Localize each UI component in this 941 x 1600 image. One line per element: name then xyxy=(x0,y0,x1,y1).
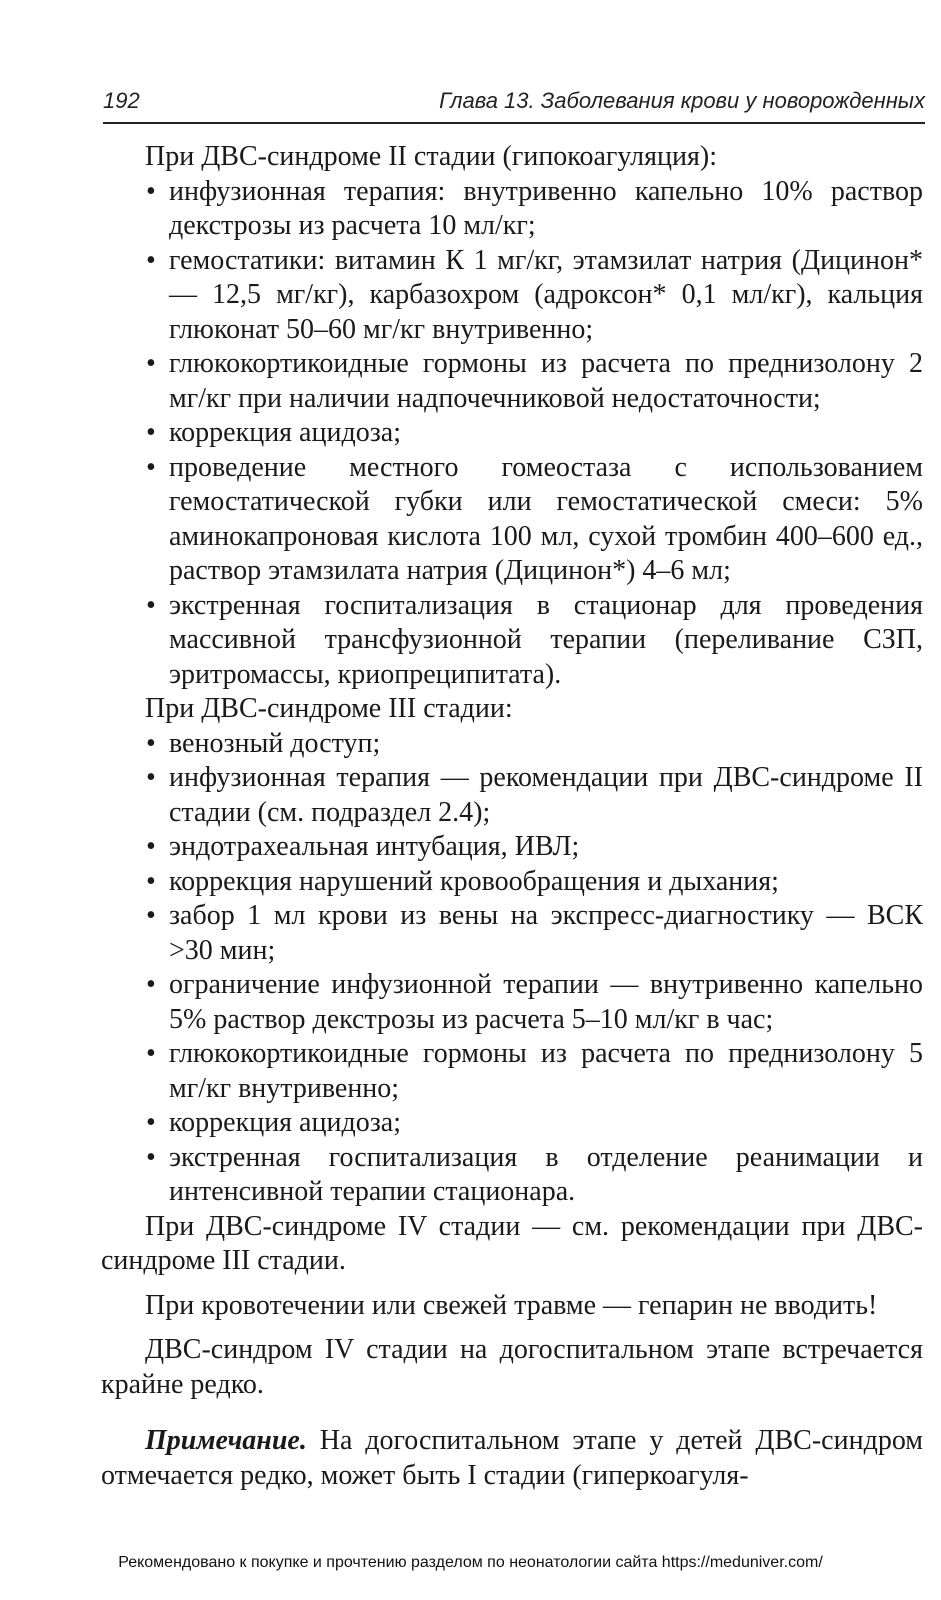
stage3-intro: При ДВС-синдроме III стадии: xyxy=(145,693,513,724)
list-item: • экстренная госпитализация в отделение реанимации и интенсивной терапии стационара. xyxy=(101,1141,923,1210)
list-item: • глюкокортикоидные гормоны из расчета по преднизолону 2 мг/кг при наличии надпочечниковой недостаточности; xyxy=(101,347,923,416)
list-item: • коррекция ацидоза; xyxy=(101,1106,923,1141)
paragraph-stage4: При ДВС-синдроме IV стадии — см. рекомендации при ДВС-синдроме III стадии. xyxy=(101,1210,923,1276)
paragraph-rare: ДВС-синдром IV стадии на догоспитальном этапе встречается крайне редко. xyxy=(101,1334,923,1400)
list-item: • инфузионная терапия: внутривенно капельно 10% раствор декстрозы из расчета 10 мл/кг; xyxy=(101,175,923,244)
list-item: • инфузионная терапия — рекомендации при ДВС-синдроме II стадии (см. подраздел 2.4); xyxy=(101,761,923,830)
list-item: • забор 1 мл крови из вены на экспресс-диагностику — ВСК >30 мин; xyxy=(101,899,923,968)
list-item: • экстренная госпитализация в стационар для проведения массивной трансфузионной терапии (переливание СЗП, эритромассы, криопреципитата). xyxy=(101,589,923,693)
stage2-intro: При ДВС-синдроме II стадии (гипокоагуляция): xyxy=(145,141,717,172)
footer-note: Рекомендовано к покупке и прочтению разделом по неонатологии сайта https://meduniver.com/ xyxy=(118,1554,823,1571)
note-paragraph xyxy=(101,1424,923,1493)
list-item: • коррекция нарушений кровообращения и дыхания; xyxy=(101,865,923,900)
stage3-list xyxy=(101,727,923,1210)
list-item: • ограничение инфузионной терапии — внутривенно капельно 5% раствор декстрозы из расчета 5–10 мл/кг в час; xyxy=(101,968,923,1037)
list-item: • глюкокортикоидные гормоны из расчета по преднизолону 5 мг/кг внутривенно; xyxy=(101,1037,923,1106)
note-label: Примечание. xyxy=(145,1425,307,1456)
list-item: • эндотрахеальная интубация, ИВЛ; xyxy=(101,830,923,865)
page-body xyxy=(101,140,923,1493)
note-text: На догоспитальном этапе у детей ДВС-синдром отмечается редко, может быть I стадии (гиперкоагуля- xyxy=(101,1425,923,1491)
list-item: • гемостатики: витамин К 1 мг/кг, этамзилат натрия (Дицинон* — 12,5 мг/кг), карбазохром (адроксон* 0,1 мл/кг), кальция глюконат 50–60 мг/кг внутривенно; xyxy=(101,244,923,348)
list-item: • проведение местного гомеостаза с использованием гемостатической губки или гемостатической смеси: 5% аминокапроновая кислота 100 мл, сухой тромбин 400–600 ед., раствор этамзилата натрия (Дицинон*) 4–6 мл; xyxy=(101,451,923,589)
page-number: 192 xyxy=(103,88,140,113)
list-item: • венозный доступ; xyxy=(101,727,923,762)
list-item: • коррекция ацидоза; xyxy=(101,416,923,451)
paragraph-heparin: При кровотечении или свежей травме — гепарин не вводить! xyxy=(145,1289,878,1321)
stage2-list xyxy=(101,175,923,693)
chapter-title: Глава 13. Заболевания крови у новорожденных xyxy=(439,88,925,113)
page-header xyxy=(103,84,925,124)
